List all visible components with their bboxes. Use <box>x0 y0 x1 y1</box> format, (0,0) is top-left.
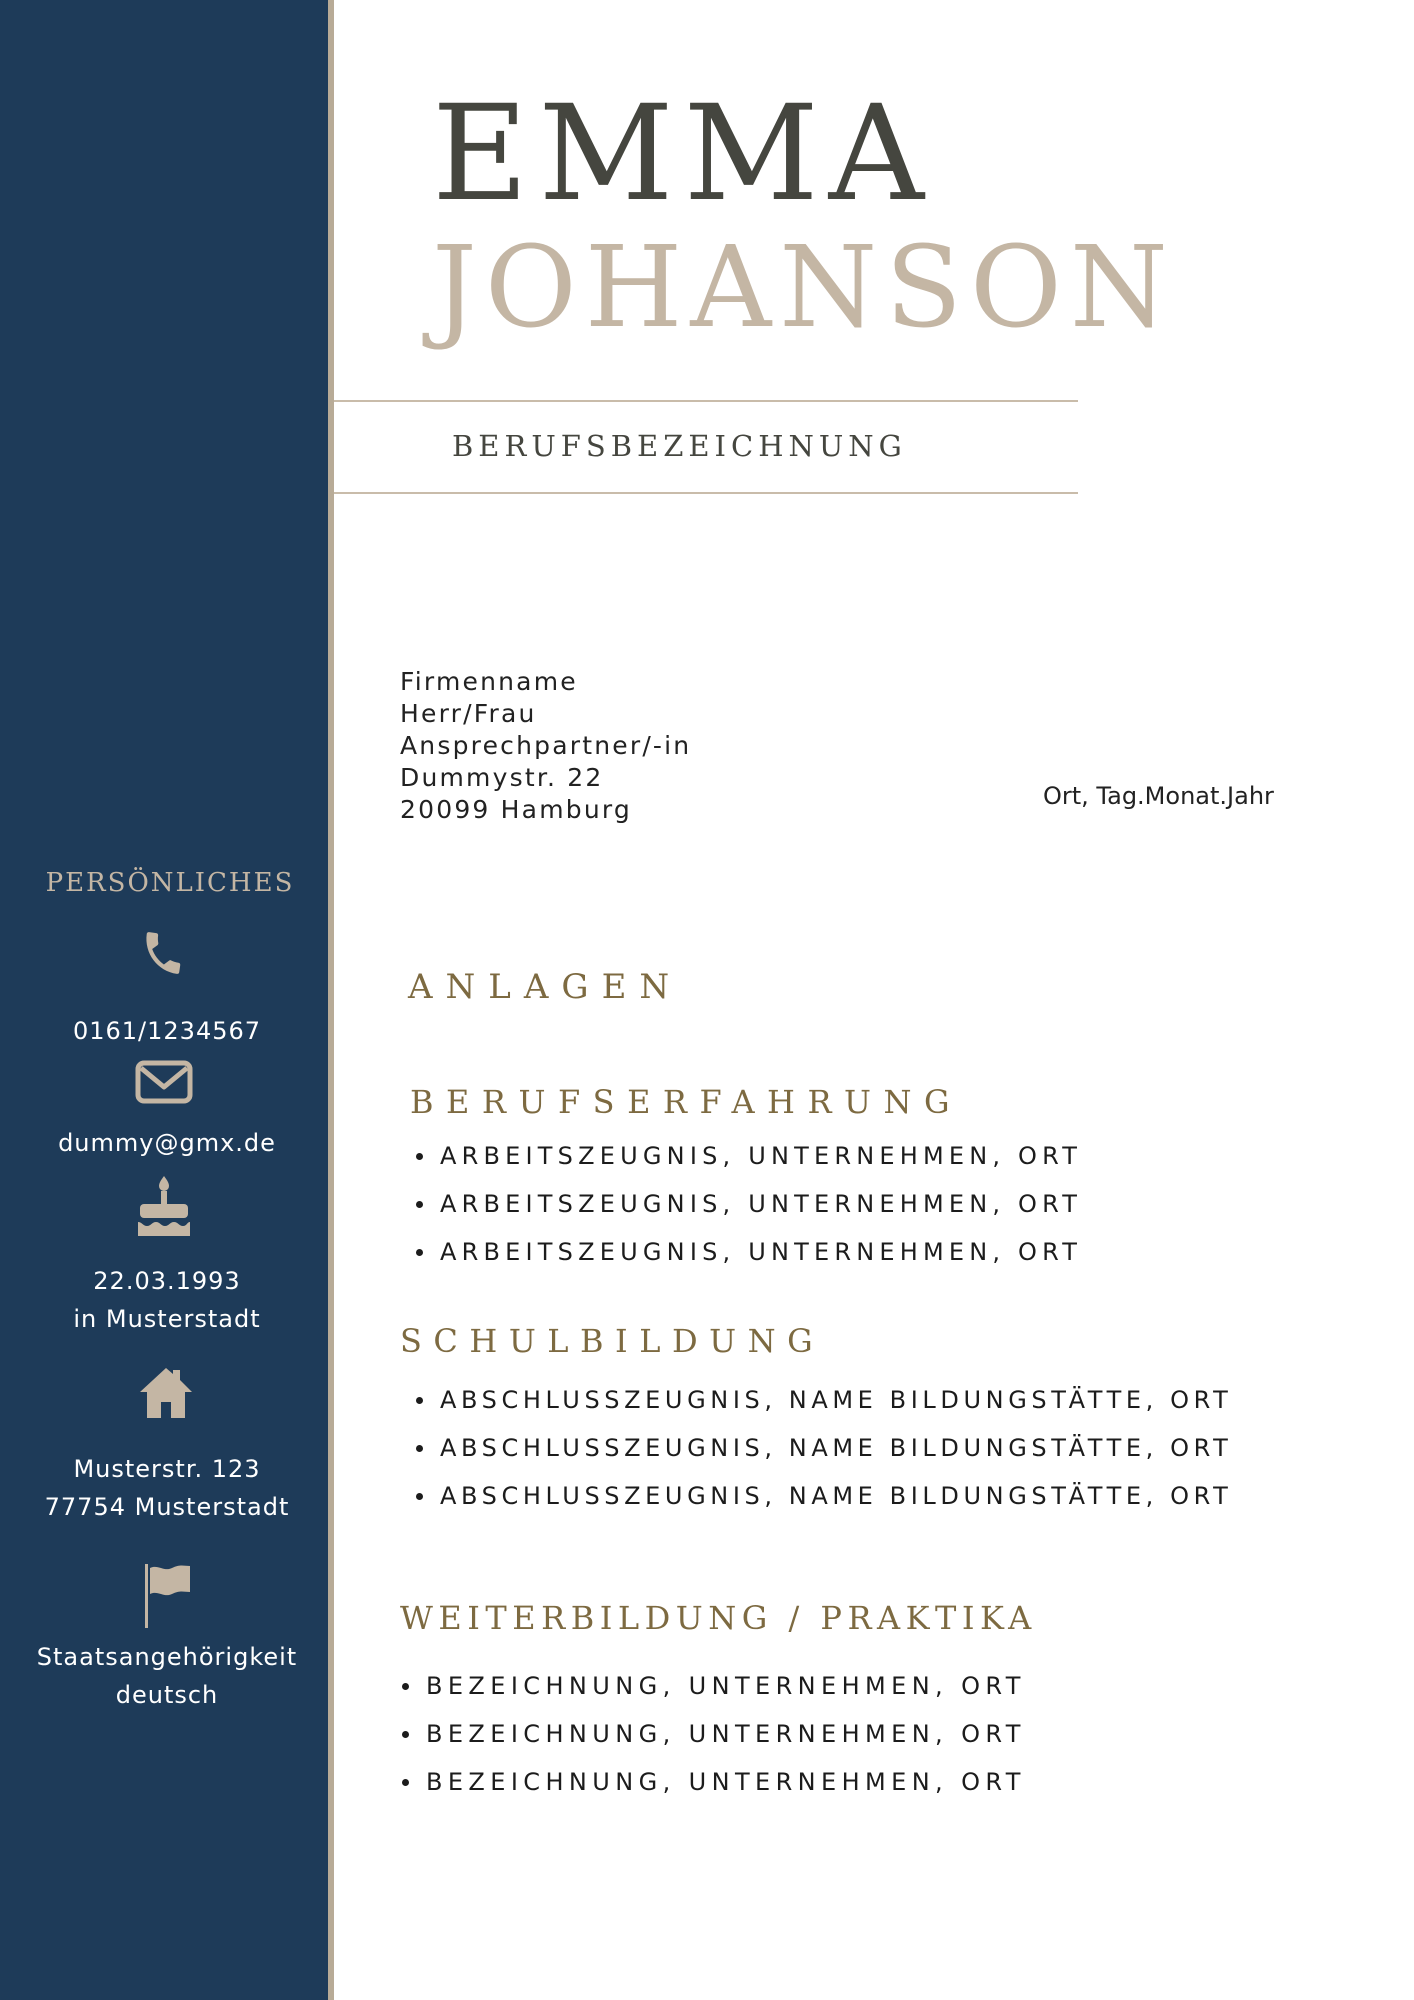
recipient-city: 20099 Hamburg <box>400 795 632 824</box>
list-item <box>440 1228 1082 1276</box>
list-item-text: BEZEICHNUNG, UNTERNEHMEN, ORT <box>426 1720 1026 1748</box>
attachments-heading: ANLAGEN <box>408 967 683 1007</box>
list-item <box>426 1710 1026 1758</box>
job-title: BERUFSBEZEICHNUNG <box>452 429 907 463</box>
city-address: 77754 Musterstadt <box>44 1493 290 1521</box>
bullet <box>416 1153 423 1160</box>
work-experience-list <box>440 1132 1082 1276</box>
recipient-salutation: Herr/Frau <box>400 699 537 728</box>
recipient-street: Dummystr. 22 <box>400 763 604 792</box>
street-address: Musterstr. 123 <box>73 1455 261 1483</box>
training-list <box>426 1662 1026 1806</box>
birth-place: in Musterstadt <box>73 1305 261 1333</box>
recipient-address <box>400 666 691 826</box>
list-item-text: ARBEITSZEUGNIS, UNTERNEHMEN, ORT <box>440 1142 1083 1170</box>
birth-date: 22.03.1993 <box>93 1267 241 1295</box>
recipient-company: Firmenname <box>400 667 578 696</box>
list-item-text: ABSCHLUSSZEUGNIS, NAME BILDUNGSTÄTTE, ORT <box>440 1434 1233 1462</box>
list-item <box>440 1180 1082 1228</box>
phone-icon <box>138 928 188 978</box>
nationality-value: deutsch <box>115 1681 219 1709</box>
section-title-education: SCHULBILDUNG <box>400 1322 825 1360</box>
bullet <box>416 1249 423 1256</box>
last-name: JOHANSON <box>432 223 1176 353</box>
bullet <box>402 1683 409 1690</box>
section-title-training: WEITERBILDUNG / PRAKTIKA <box>400 1599 1037 1637</box>
home-icon <box>138 1366 194 1420</box>
bullet <box>416 1493 423 1500</box>
bullet <box>416 1445 423 1452</box>
birthday-cake-icon <box>136 1174 192 1238</box>
divider-top <box>334 400 1078 402</box>
bullet <box>402 1731 409 1738</box>
phone-number: 0161/1234567 <box>72 1017 262 1045</box>
education-list <box>440 1376 1232 1520</box>
first-name: EMMA <box>432 77 934 231</box>
bullet <box>402 1779 409 1786</box>
personal-heading: PERSÖNLICHES <box>45 868 295 898</box>
place-date: Ort, Tag.Monat.Jahr <box>1043 782 1274 810</box>
list-item <box>426 1758 1026 1806</box>
section-title-work-experience: BERUFSERFAHRUNG <box>410 1083 963 1121</box>
list-item <box>440 1132 1082 1180</box>
list-item <box>426 1662 1026 1710</box>
bullet <box>416 1201 423 1208</box>
list-item-text: ARBEITSZEUGNIS, UNTERNEHMEN, ORT <box>440 1190 1083 1218</box>
list-item <box>440 1472 1232 1520</box>
recipient-contact: Ansprechpartner/-in <box>400 731 692 760</box>
email-address: dummy@gmx.de <box>58 1129 276 1157</box>
list-item-text: ABSCHLUSSZEUGNIS, NAME BILDUNGSTÄTTE, ORT <box>440 1386 1233 1414</box>
divider-bottom <box>334 492 1078 494</box>
flag-icon <box>142 1562 194 1630</box>
list-item-text: BEZEICHNUNG, UNTERNEHMEN, ORT <box>426 1672 1026 1700</box>
list-item-text: ABSCHLUSSZEUGNIS, NAME BILDUNGSTÄTTE, ORT <box>440 1482 1233 1510</box>
list-item <box>440 1376 1232 1424</box>
list-item <box>440 1424 1232 1472</box>
envelope-icon <box>135 1060 193 1104</box>
bullet <box>416 1397 423 1404</box>
list-item-text: BEZEICHNUNG, UNTERNEHMEN, ORT <box>426 1768 1026 1796</box>
list-item-text: ARBEITSZEUGNIS, UNTERNEHMEN, ORT <box>440 1238 1083 1266</box>
nationality-label: Staatsangehörigkeit <box>36 1643 298 1671</box>
